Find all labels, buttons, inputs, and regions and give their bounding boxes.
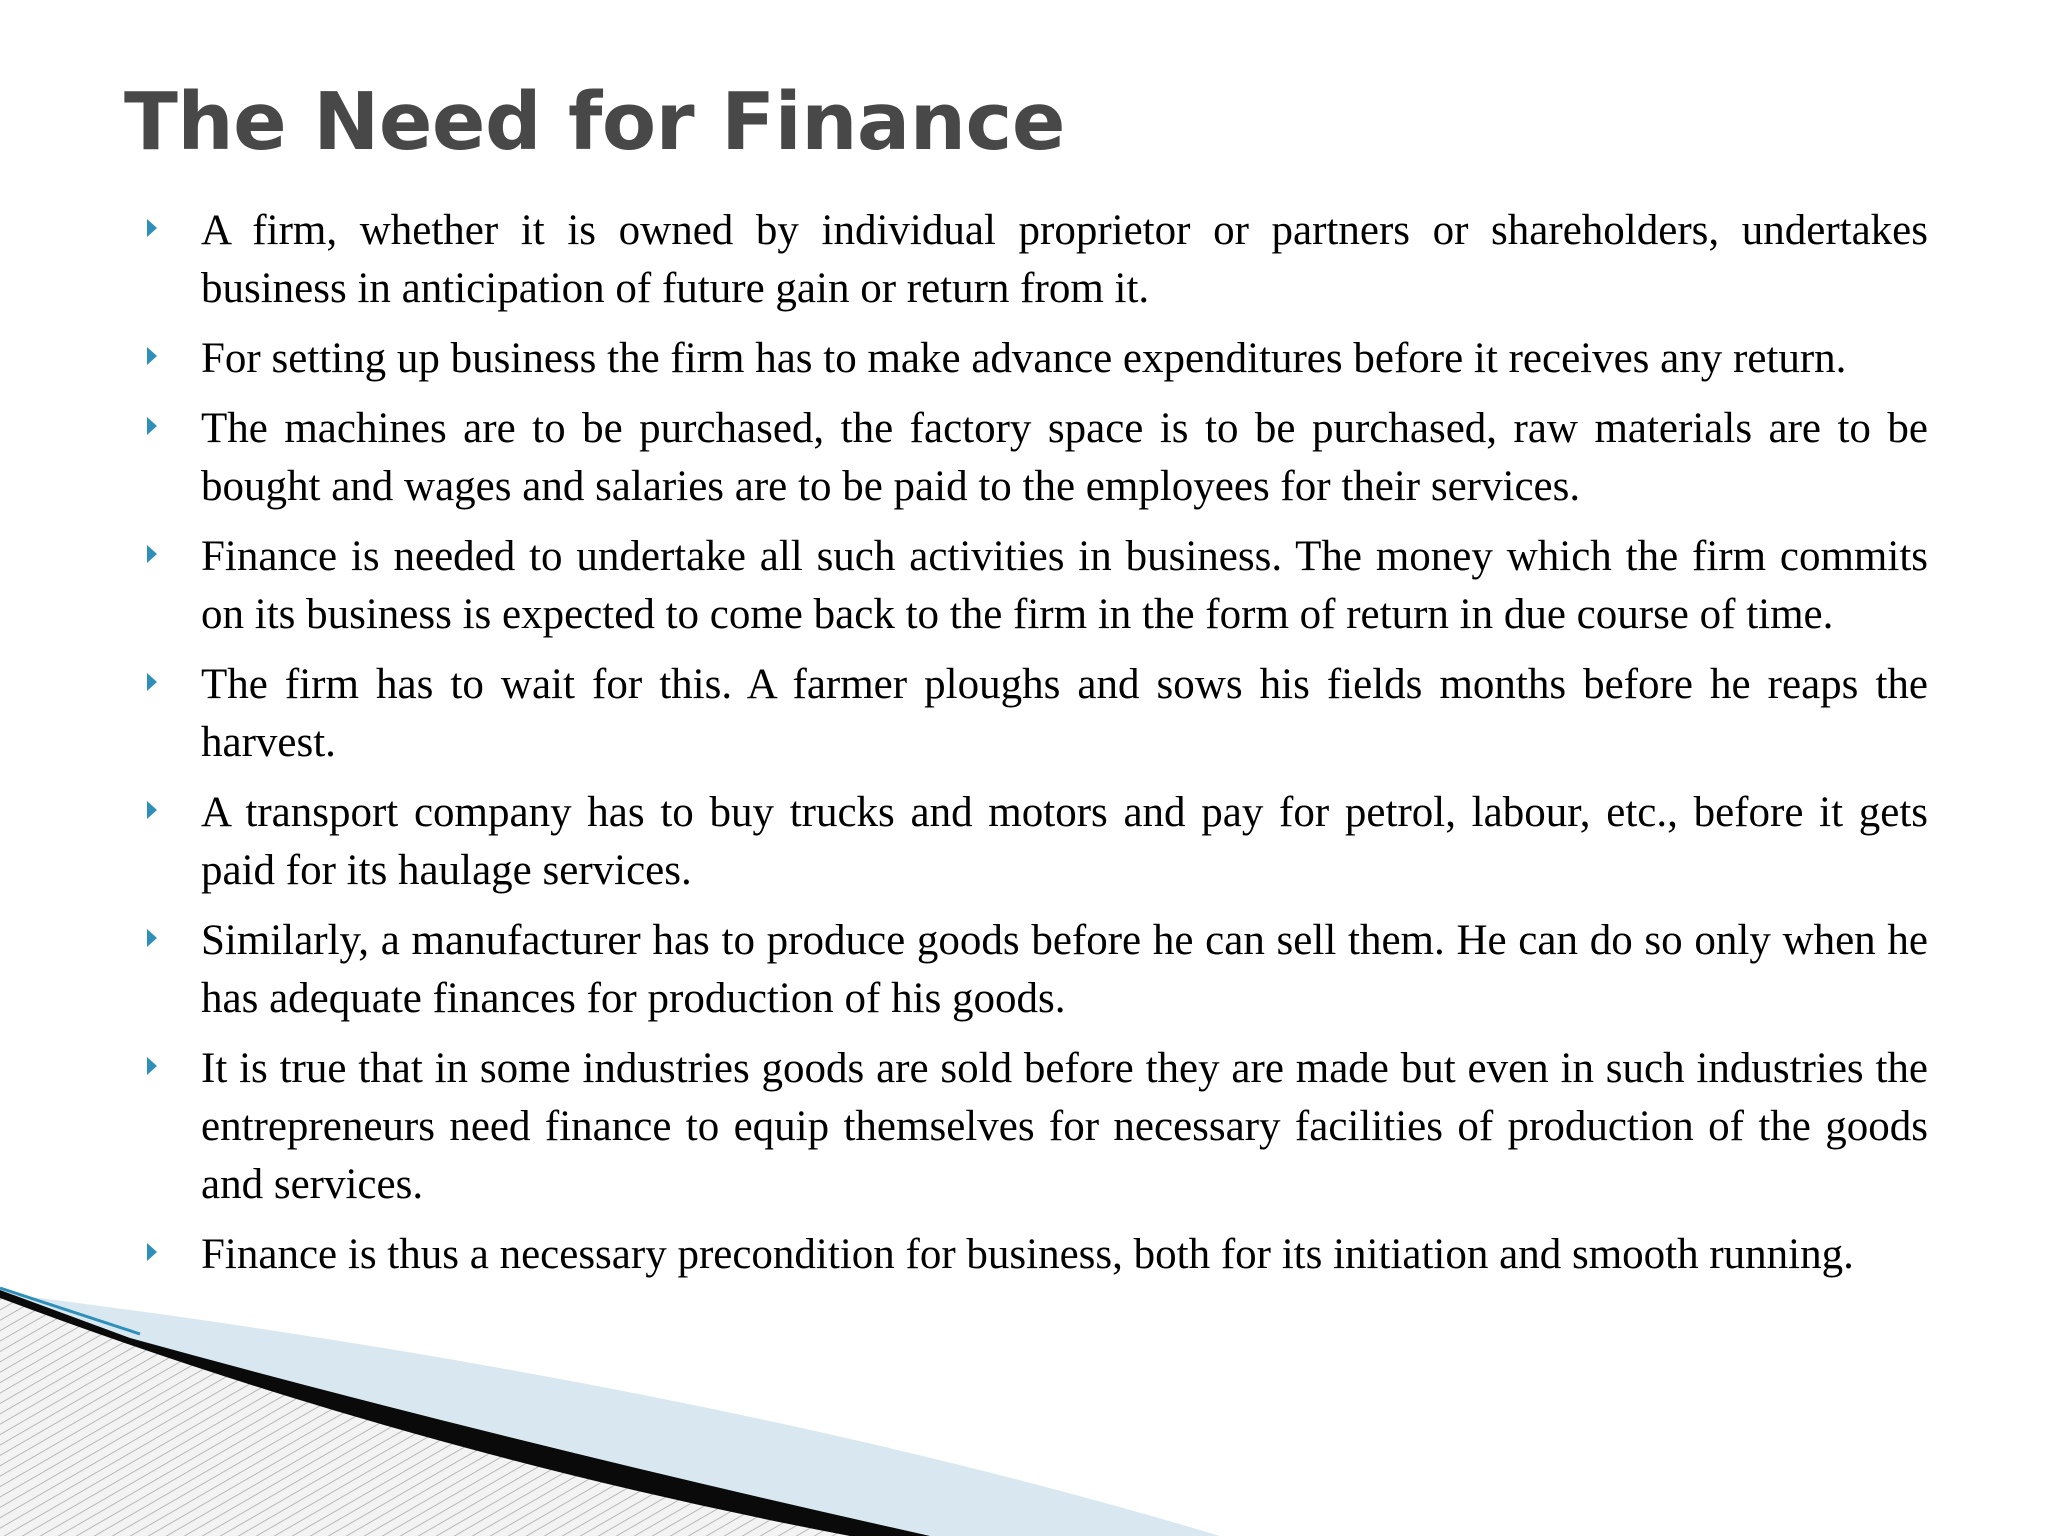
bullet-text: Similarly, a manufacturer has to produce goods before he can sell them. He can do so only when he has adequate finances for production of his goods. [201, 917, 1928, 1022]
bullet-list [0, 202, 2048, 1296]
bullet-item [0, 330, 2048, 388]
bullet-text: Finance is thus a necessary precondition for business, both for its initiation and smooth running. [201, 1231, 1854, 1278]
bullet-arrow-icon [147, 801, 157, 819]
bullet-text: For setting up business the firm has to make advance expenditures before it receives any return. [201, 335, 1847, 382]
bullet-arrow-icon [147, 417, 157, 435]
bullet-arrow-icon [147, 1057, 157, 1075]
bullet-item [0, 1040, 2048, 1214]
bullet-item [0, 1226, 2048, 1284]
bullet-item [0, 400, 2048, 516]
bullet-text: A firm, whether it is owned by individual proprietor or partners or shareholders, undertakes business in anticipation of future gain or return from it. [201, 207, 1928, 312]
bullet-item [0, 202, 2048, 318]
bullet-text: It is true that in some industries goods are sold before they are made but even in such industries the entrepreneurs need finance to equip themselves for necessary facilities of production of the goods and services. [201, 1045, 1928, 1208]
bullet-text: The firm has to wait for this. A farmer ploughs and sows his fields months before he reaps the harvest. [201, 661, 1928, 766]
bullet-item [0, 656, 2048, 772]
bullet-text: The machines are to be purchased, the factory space is to be purchased, raw materials are to be bought and wages and salaries are to be paid to the employees for their services. [201, 405, 1928, 510]
wave-hatched-area [0, 1298, 850, 1536]
bullet-item [0, 528, 2048, 644]
wave-light-band [0, 1293, 1220, 1536]
bullet-arrow-icon [147, 347, 157, 365]
bullet-arrow-icon [147, 545, 157, 563]
bullet-text: A transport company has to buy trucks and motors and pay for petrol, labour, etc., before it gets paid for its haulage services. [201, 789, 1928, 894]
slide-title: The Need for Finance [124, 76, 1065, 168]
bullet-text: Finance is needed to undertake all such activities in business. The money which the firm commits on its business is expected to come back to the firm in the form of return in due course of time. [201, 533, 1928, 638]
bullet-item [0, 784, 2048, 900]
wave-dark-swoosh [0, 1290, 930, 1536]
bullet-arrow-icon [147, 929, 157, 947]
bullet-arrow-icon [147, 673, 157, 691]
bullet-arrow-icon [147, 1243, 157, 1261]
bullet-arrow-icon [147, 219, 157, 237]
bullet-item [0, 912, 2048, 1028]
